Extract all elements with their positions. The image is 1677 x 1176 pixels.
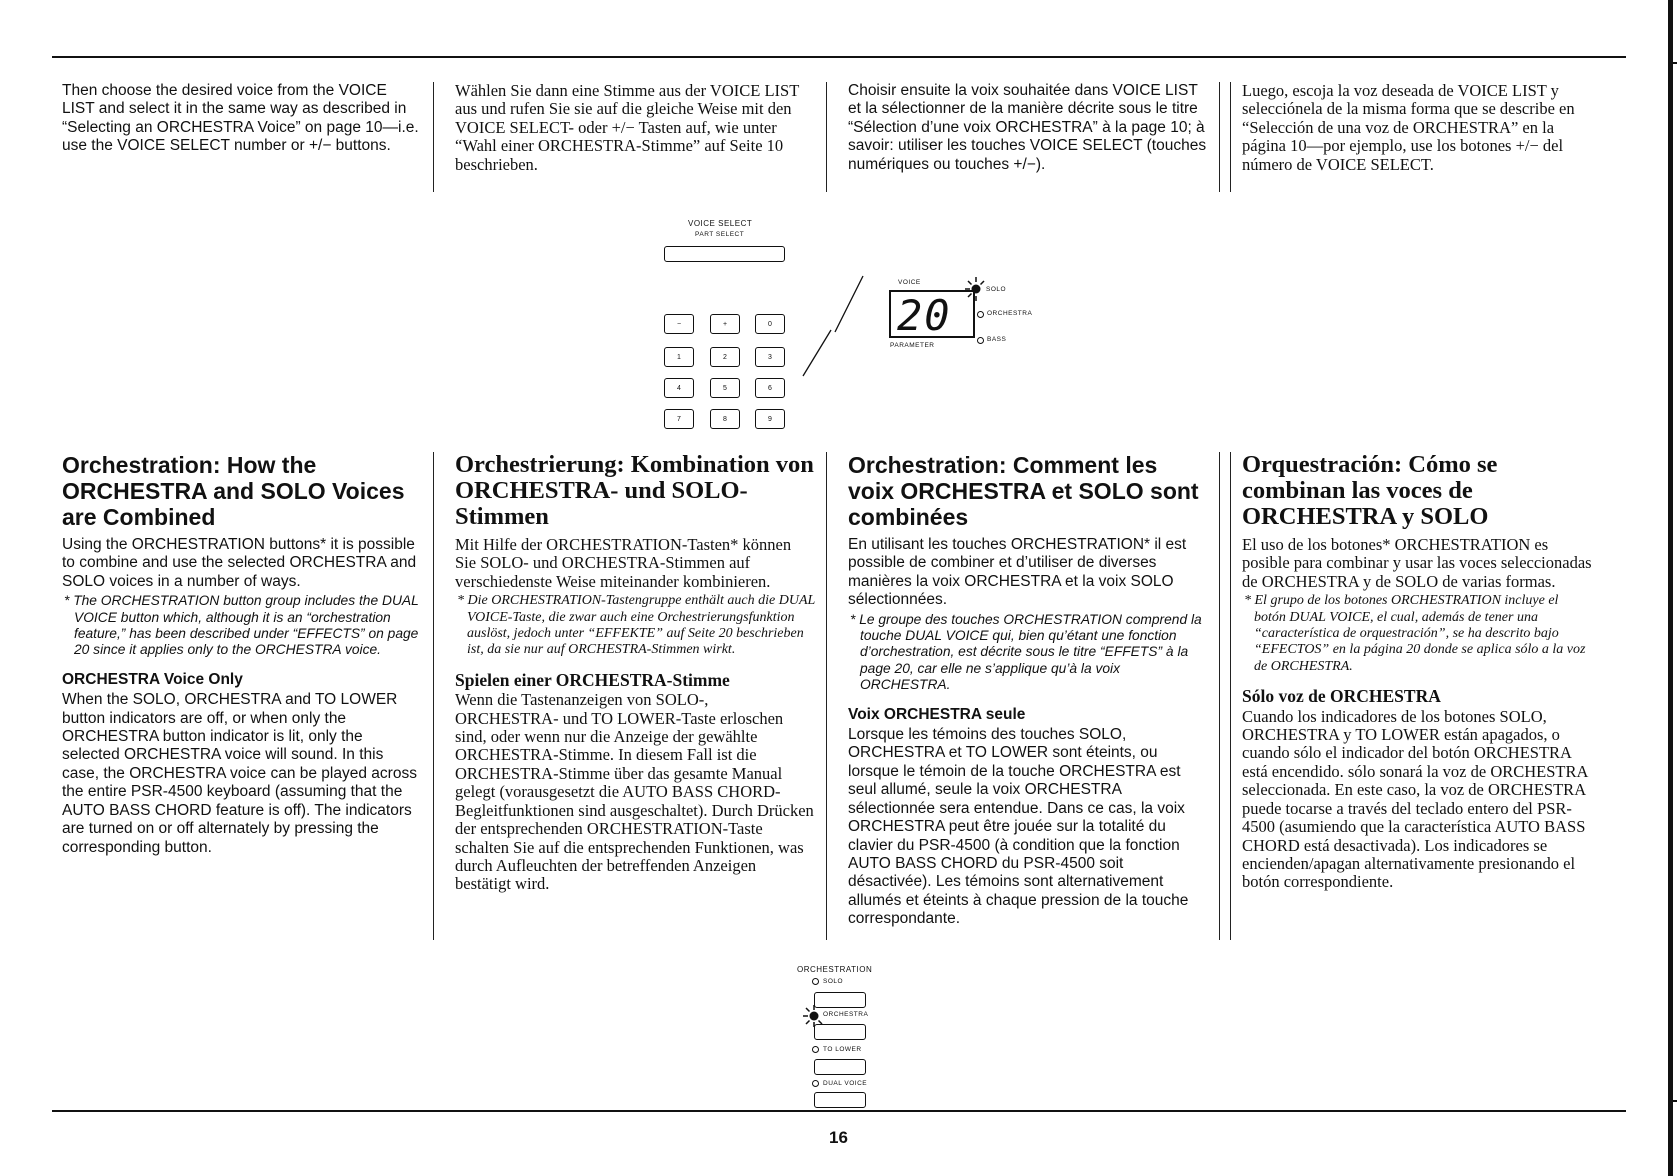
lcd-value: 20: [897, 291, 952, 340]
intro-column-spanish: [1230, 82, 1602, 192]
key-9[interactable]: 9: [755, 409, 785, 429]
display-voice-label: VOICE: [898, 279, 921, 286]
key-5[interactable]: 5: [710, 378, 740, 398]
intro-text-french: Choisir ensuite la voix souhaitée dans VOICE LIST et la sélectionner de la manière décrite sous le titre “Sélection d’une voix ORCHESTRA” à la page 10; à savoir: utiliser les touches VOICE SELECT (touches numériques ou touches +/−).: [848, 82, 1207, 173]
body-text-german: Wenn die Tastenanzeigen von SOLO-, ORCHESTRA- und TO LOWER-Taste erloschen sind, oder wenn nur die Anzeige der gewählte ORCHESTRA-Stimme. In diesem Fall ist die ORCHESTRA-Stimme über das gesamte Manual gelegt (vorausgesetzt die AUTO BASS CHORD-Begleitfunktionen sind ausgeschaltet). Durch Drücken der entsprechenden ORCHESTRATION-Taste schalten Sie auf die entsprechenden Funktionen, was durch Aufleuchten der betreffenden Anzeigen bestätigt wird.: [455, 690, 814, 894]
orchestra-button-label: ORCHESTRA: [823, 1011, 869, 1018]
key-3[interactable]: 3: [755, 347, 785, 367]
subheading-english: ORCHESTRA Voice Only: [62, 670, 243, 688]
section-column-spanish: [1230, 452, 1602, 940]
key-7[interactable]: 7: [664, 409, 694, 429]
section-intro-english: Using the ORCHESTRATION buttons* it is possible to combine and use the selected ORCHESTRA and SOLO voices in a number of ways.: [62, 536, 417, 590]
body-text-french: Lorsque les témoins des touches SOLO, ORCHESTRA et TO LOWER sont éteints, ou lorsque le témoin de la touche ORCHESTRA est seul allumé, seule la voix ORCHESTRA sélectionnée sera entendue. Dans ce cas, la voix ORCHESTRA peut être jouée sur la totalité du clavier du PSR-4500 (à condition que la fonction AUTO BASS CHORD du PSR-4500 soit désactivée). Les témoins sont alternativement allumés et éteints à chaque pression de la touche correspondante.: [848, 726, 1189, 928]
solo-button-label: SOLO: [823, 978, 844, 985]
orchestra-button[interactable]: [814, 1024, 866, 1040]
section-intro-french: En utilisant les touches ORCHESTRATION* il est possible de combiner et d’utiliser de diverses manières la voix ORCHESTRA et la voix SOLO sélectionnées.: [848, 536, 1187, 609]
bottom-rule: [52, 1110, 1626, 1112]
callout-lines: [795, 272, 875, 382]
section-column-german: [455, 452, 827, 940]
plus-key[interactable]: +: [710, 314, 740, 334]
spine-tick: [1673, 1100, 1677, 1102]
body-text-english: When the SOLO, ORCHESTRA and TO LOWER button indicators are off, or when only the ORCHESTRA button indicator is lit, only the selected ORCHESTRA voice will sound. In this case, the ORCHESTRA voice can be played across the entire PSR-4500 keyboard (assuming that the AUTO BASS CHORD feature is off). The indicators are turned on or off alternately by pressing the corresponding button.: [62, 691, 417, 856]
minus-key[interactable]: −: [664, 314, 694, 334]
solo-led-icon: [812, 978, 819, 985]
key-8[interactable]: 8: [710, 409, 740, 429]
section-intro-german: Mit Hilfe der ORCHESTRATION-Tasten* können Sie SOLO- und ORCHESTRA-Stimmen auf verschiedenste Weise miteinander kombinieren.: [455, 535, 792, 591]
key-6[interactable]: 6: [755, 378, 785, 398]
section-heading-english: Orchestration: How the ORCHESTRA and SOLO Voices are Combined: [62, 452, 405, 530]
display-parameter-label: PARAMETER: [890, 342, 935, 349]
footnote-spanish: * El grupo de los botones ORCHESTRATION incluye el botón DUAL VOICE, el cual, además de tener una “característica de orquestración”, se ha descrito bajo “EFECTOS” en la página 20 donde se aplica sólo a la voz de ORCHESTRA.: [1244, 593, 1586, 674]
section-column-english: [62, 452, 434, 940]
subheading-french: Voix ORCHESTRA seule: [848, 705, 1026, 723]
key-0[interactable]: 0: [755, 314, 785, 334]
page-number: 16: [829, 1128, 848, 1147]
section-intro-spanish: El uso de los botones* ORCHESTRATION es posible para combinar y usar las voces seleccionadas de ORCHESTRA y de SOLO de varias formas.: [1242, 535, 1592, 591]
intro-column-german: [455, 82, 827, 192]
intro-text-spanish: Luego, escoja la voz deseada de VOICE LIST y selecciónela de la misma forma que se describe en “Selección de una voz de ORCHESTRA” en la página 10—por ejemplo, use los botones +/− del número de VOICE SELECT.: [1242, 81, 1575, 174]
dual-voice-button-label: DUAL VOICE: [823, 1080, 868, 1087]
voice-select-label: VOICE SELECT: [688, 219, 753, 228]
key-1[interactable]: 1: [664, 347, 694, 367]
key-2[interactable]: 2: [710, 347, 740, 367]
solo-indicator-label: SOLO: [986, 286, 1007, 293]
section-column-french: [848, 452, 1220, 940]
to-lower-led-icon: [812, 1046, 819, 1053]
lcd-display: [889, 290, 975, 338]
top-rule: [52, 56, 1626, 58]
orchestra-indicator-led-icon: [977, 311, 984, 318]
subheading-german: Spielen einer ORCHESTRA-Stimme: [455, 669, 730, 690]
spine-tick: [1673, 62, 1677, 64]
orchestra-indicator-label: ORCHESTRA: [987, 310, 1033, 317]
dual-voice-led-icon: [812, 1080, 819, 1087]
section-heading-german: Orchestrierung: Kombination von ORCHESTRA- und SOLO-Stimmen: [455, 451, 814, 530]
footnote-english: * The ORCHESTRATION button group includes the DUAL VOICE button which, although it is an “orchestration feature,” has been described under “EFFECTS” on page 20 since it applies only to the ORCHESTRA voice.: [64, 593, 419, 658]
voice-select-bar-button[interactable]: [664, 246, 785, 262]
subheading-spanish: Sólo voz de ORCHESTRA: [1242, 686, 1441, 707]
orchestration-label: ORCHESTRATION: [797, 965, 873, 974]
dual-voice-button[interactable]: [814, 1092, 866, 1108]
part-select-label: PART SELECT: [695, 231, 745, 238]
to-lower-button[interactable]: [814, 1059, 866, 1075]
key-4[interactable]: 4: [664, 378, 694, 398]
to-lower-button-label: TO LOWER: [823, 1046, 862, 1053]
bass-indicator-led-icon: [977, 337, 984, 344]
body-text-spanish: Cuando los indicadores de los botones SOLO, ORCHESTRA y TO LOWER están apagados, o cuando sólo el indicador del botón ORCHESTRA está encendido. sólo sonará la voz de ORCHESTRA seleccionada. En este caso, la voz de ORCHESTRA puede tocarse a través del teclado entero del PSR-4500 (asumiendo que la característica AUTO BASS CHORD está desactivada). Los indicadores se encienden/apagan alternativamente presionando el botón correspondiente.: [1242, 706, 1588, 892]
intro-column-english: [62, 82, 434, 192]
intro-text-german: Wählen Sie dann eine Stimme aus der VOICE LIST aus und rufen Sie sie auf die gleiche Weise mit den VOICE SELECT- oder +/− Tasten auf, wie unter “Wahl einer ORCHESTRA-Stimme” auf Seite 10 beschrieben.: [455, 81, 799, 174]
bass-indicator-label: BASS: [987, 336, 1007, 343]
page-spine: [1668, 0, 1673, 1176]
section-heading-spanish: Orquestración: Cómo se combinan las voces de ORCHESTRA y SOLO: [1242, 451, 1498, 530]
footnote-french: * Le groupe des touches ORCHESTRATION comprend la touche DUAL VOICE qui, bien qu’étant une fonction d’orchestration, est décrite sous le titre “EFFETS” à la page 20, car elle ne s’applique qu’à la voix ORCHESTRA.: [850, 611, 1202, 693]
intro-column-french: [848, 82, 1220, 192]
footnote-german: * Die ORCHESTRATION-Tastengruppe enthält auch die DUAL VOICE-Taste, die zwar auch eine Orchestrierungsfunktion auslöst, jedoch unter “EFFEKTE” auf Seite 20 beschrieben ist, da sie nur auf ORCHESTRA-Stimmen wirkt.: [457, 593, 816, 658]
intro-text-english: Then choose the desired voice from the VOICE LIST and select it in the same way as described in “Selecting an ORCHESTRA Voice” on page 10—i.e. use the VOICE SELECT number or +/− buttons.: [62, 82, 419, 155]
section-heading-french: Orchestration: Comment les voix ORCHESTRA et SOLO sont combinées: [848, 452, 1199, 530]
